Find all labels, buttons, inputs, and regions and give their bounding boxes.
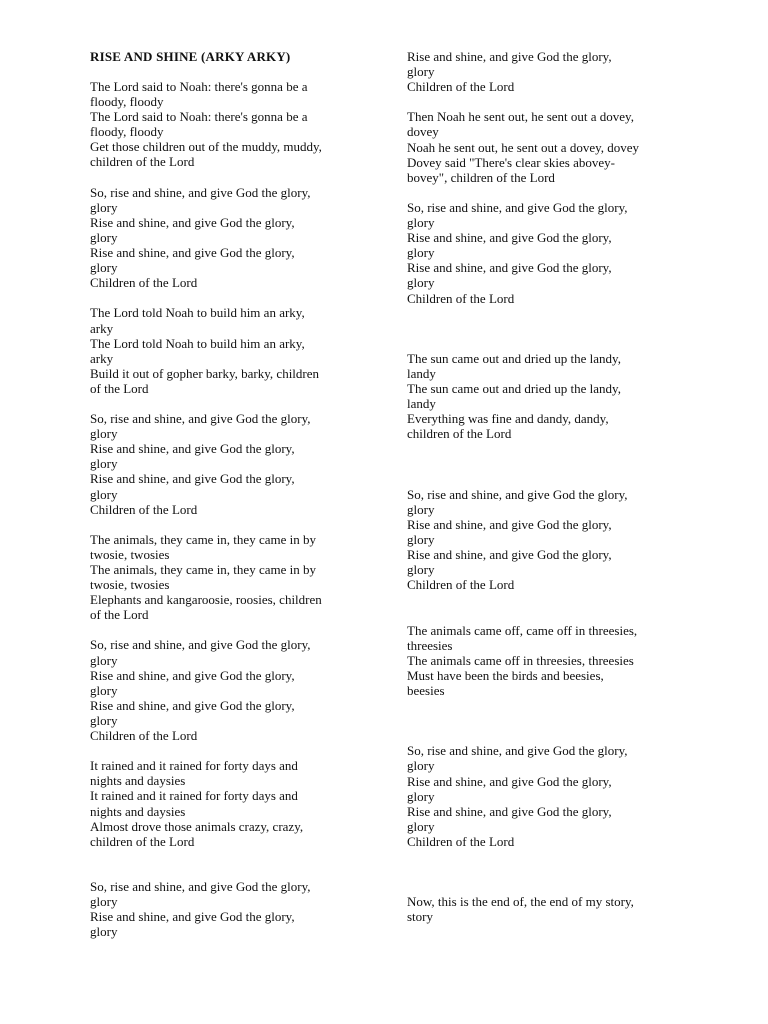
- lyric-line: So, rise and shine, and give God the glory,: [90, 637, 311, 653]
- lyric-line: children of the Lord: [407, 426, 512, 442]
- lyric-line: story: [407, 909, 433, 925]
- lyric-line: glory: [90, 456, 118, 472]
- lyric-line: Everything was fine and dandy, dandy,: [407, 411, 609, 427]
- lyric-line: nights and daysies: [90, 803, 186, 819]
- lyric-line: The animals, they came in, they came in by: [90, 562, 316, 577]
- lyric-line: Children of the Lord: [407, 290, 515, 306]
- lyric-line: So, rise and shine, and give God the glory,: [90, 878, 311, 894]
- stanza-gap: [90, 849, 370, 864]
- stanza-gap: [407, 336, 697, 351]
- lyric-line: Rise and shine, and give God the glory,: [407, 547, 612, 563]
- lyric-line: glory: [407, 275, 435, 291]
- lyric-line: glory: [407, 758, 435, 774]
- lyric-line: Rise and shine, and give God the glory,: [90, 667, 295, 683]
- lyric-line: glory: [90, 652, 118, 668]
- lyric-line: Children of the Lord: [407, 833, 515, 849]
- stanza-gap: [407, 441, 697, 456]
- lyric-line: So, rise and shine, and give God the glory,: [407, 199, 628, 215]
- lyric-line: glory: [90, 199, 118, 215]
- left-lyrics: [90, 79, 370, 939]
- lyric-line: Noah he sent out, he sent out a dovey, dovey: [407, 139, 640, 155]
- right-column: [407, 49, 697, 924]
- lyric-line: children of the Lord: [90, 833, 195, 849]
- stanza-gap: [407, 592, 697, 607]
- lyric-line: Must have been the birds and beesies,: [407, 667, 604, 683]
- lyric-line: beesies: [407, 682, 445, 698]
- stanza-gap: [407, 864, 697, 879]
- song-title: RISE AND SHINE (ARKY ARKY): [90, 49, 291, 64]
- lyric-line: Children of the Lord: [90, 275, 198, 291]
- lyric-line: So, rise and shine, and give God the glory,: [407, 743, 628, 759]
- lyric-line: It rained and it rained for forty days and: [90, 758, 298, 774]
- stanza-gap: [407, 879, 697, 894]
- lyric-line: dovey: [407, 124, 439, 140]
- lyric-line: Almost drove those animals crazy, crazy,: [90, 818, 304, 834]
- lyric-line: glory: [90, 682, 118, 698]
- lyric-line: The animals came off in threesies, threesies: [407, 652, 634, 668]
- lyric-line: of the Lord: [90, 380, 149, 396]
- lyric-line: Rise and shine, and give God the glory,: [407, 230, 612, 246]
- lyric-line: Rise and shine, and give God the glory,: [407, 803, 612, 819]
- stanza-gap: [90, 622, 370, 637]
- stanza-gap: [90, 170, 370, 185]
- lyric-line: arky: [90, 350, 114, 366]
- lyric-line: Rise and shine, and give God the glory,: [90, 909, 295, 925]
- lyric-line: Rise and shine, and give God the glory,: [407, 773, 612, 789]
- lyric-line: of the Lord: [90, 607, 149, 623]
- stanza-gap: [90, 290, 370, 305]
- lyric-line: glory: [407, 818, 435, 834]
- lyric-line: twosie, twosies: [90, 577, 170, 593]
- lyric-line: The animals came off, came off in threesies,: [407, 622, 638, 638]
- stanza-gap: [407, 472, 697, 487]
- lyric-line: Then Noah he sent out, he sent out a dovey,: [407, 109, 634, 125]
- lyric-line: Children of the Lord: [90, 501, 198, 517]
- lyric-line: Rise and shine, and give God the glory,: [407, 260, 612, 276]
- stanza-gap: [407, 185, 697, 200]
- lyric-line: Children of the Lord: [407, 79, 515, 95]
- lyric-line: glory: [407, 245, 435, 261]
- lyric-line: Dovey said "There's clear skies abovey-: [407, 154, 615, 170]
- lyric-line: The Lord told Noah to build him an arky,: [90, 335, 305, 351]
- lyric-line: The animals, they came in, they came in by: [90, 531, 316, 547]
- lyric-line: floody, floody: [90, 124, 164, 140]
- lyric-line: Elephants and kangaroosie, roosies, children: [90, 592, 322, 608]
- lyric-line: floody, floody: [90, 94, 164, 110]
- stanza-gap: [407, 94, 697, 109]
- stanza-gap: [90, 396, 370, 411]
- lyric-line: landy: [407, 396, 436, 412]
- lyric-line: glory: [90, 229, 118, 245]
- stanza-gap: [407, 457, 697, 472]
- lyric-line: threesies: [407, 637, 453, 653]
- lyric-line: So, rise and shine, and give God the glory,: [90, 411, 311, 427]
- lyric-line: glory: [407, 532, 435, 547]
- lyric-line: Now, this is the end of, the end of my story,: [407, 894, 634, 910]
- right-lyrics: [407, 49, 697, 924]
- lyric-line: glory: [90, 260, 118, 276]
- lyric-line: The Lord told Noah to build him an arky,: [90, 305, 305, 321]
- lyric-line: Rise and shine, and give God the glory,: [90, 214, 295, 230]
- lyric-line: The sun came out and dried up the landy,: [407, 350, 621, 366]
- lyric-line: nights and daysies: [90, 773, 186, 789]
- lyric-line: The sun came out and dried up the landy,: [407, 381, 621, 397]
- lyric-line: glory: [407, 64, 435, 80]
- lyric-line: The Lord said to Noah: there's gonna be a: [90, 109, 308, 125]
- lyric-line: twosie, twosies: [90, 546, 170, 562]
- lyric-line: So, rise and shine, and give God the glory,: [90, 184, 311, 200]
- lyric-line: Rise and shine, and give God the glory,: [90, 441, 295, 457]
- stanza-gap: [407, 306, 697, 321]
- stanza-gap: [90, 743, 370, 758]
- lyric-line: Rise and shine, and give God the glory,: [407, 516, 612, 532]
- lyric-line: glory: [90, 712, 118, 728]
- lyric-line: Children of the Lord: [90, 728, 198, 744]
- lyric-line: Get those children out of the muddy, muddy,: [90, 139, 322, 155]
- lyric-line: arky: [90, 320, 114, 336]
- lyric-line: Rise and shine, and give God the glory,: [407, 49, 612, 64]
- lyric-line: landy: [407, 365, 436, 381]
- stanza-gap: [90, 864, 370, 879]
- lyric-line: children of the Lord: [90, 154, 195, 170]
- lyric-line: Build it out of gopher barky, barky, children: [90, 365, 320, 381]
- left-column: [90, 49, 370, 939]
- lyric-line: Rise and shine, and give God the glory,: [90, 245, 295, 261]
- stanza-gap: [407, 849, 697, 864]
- lyric-line: It rained and it rained for forty days and: [90, 788, 298, 804]
- lyric-line: glory: [90, 426, 118, 442]
- stanza-gap: [407, 698, 697, 713]
- lyric-line: glory: [407, 562, 435, 578]
- lyric-line: The Lord said to Noah: there's gonna be a: [90, 79, 308, 94]
- lyric-line: glory: [90, 924, 118, 940]
- stanza-gap: [407, 321, 697, 336]
- lyric-line: glory: [90, 486, 118, 502]
- lyric-line: Children of the Lord: [407, 577, 515, 593]
- stanza-gap: [407, 713, 697, 728]
- lyric-line: Rise and shine, and give God the glory,: [90, 697, 295, 713]
- stanza-gap: [407, 607, 697, 622]
- stanza-gap: [407, 728, 697, 743]
- stanza-gap: [90, 517, 370, 532]
- lyric-line: glory: [90, 894, 118, 910]
- lyric-line: glory: [407, 788, 435, 804]
- lyric-line: glory: [407, 501, 435, 517]
- lyric-line: So, rise and shine, and give God the glory,: [407, 486, 628, 502]
- lyric-line: glory: [407, 215, 435, 231]
- lyric-line: bovey", children of the Lord: [407, 169, 555, 185]
- lyric-line: Rise and shine, and give God the glory,: [90, 471, 295, 487]
